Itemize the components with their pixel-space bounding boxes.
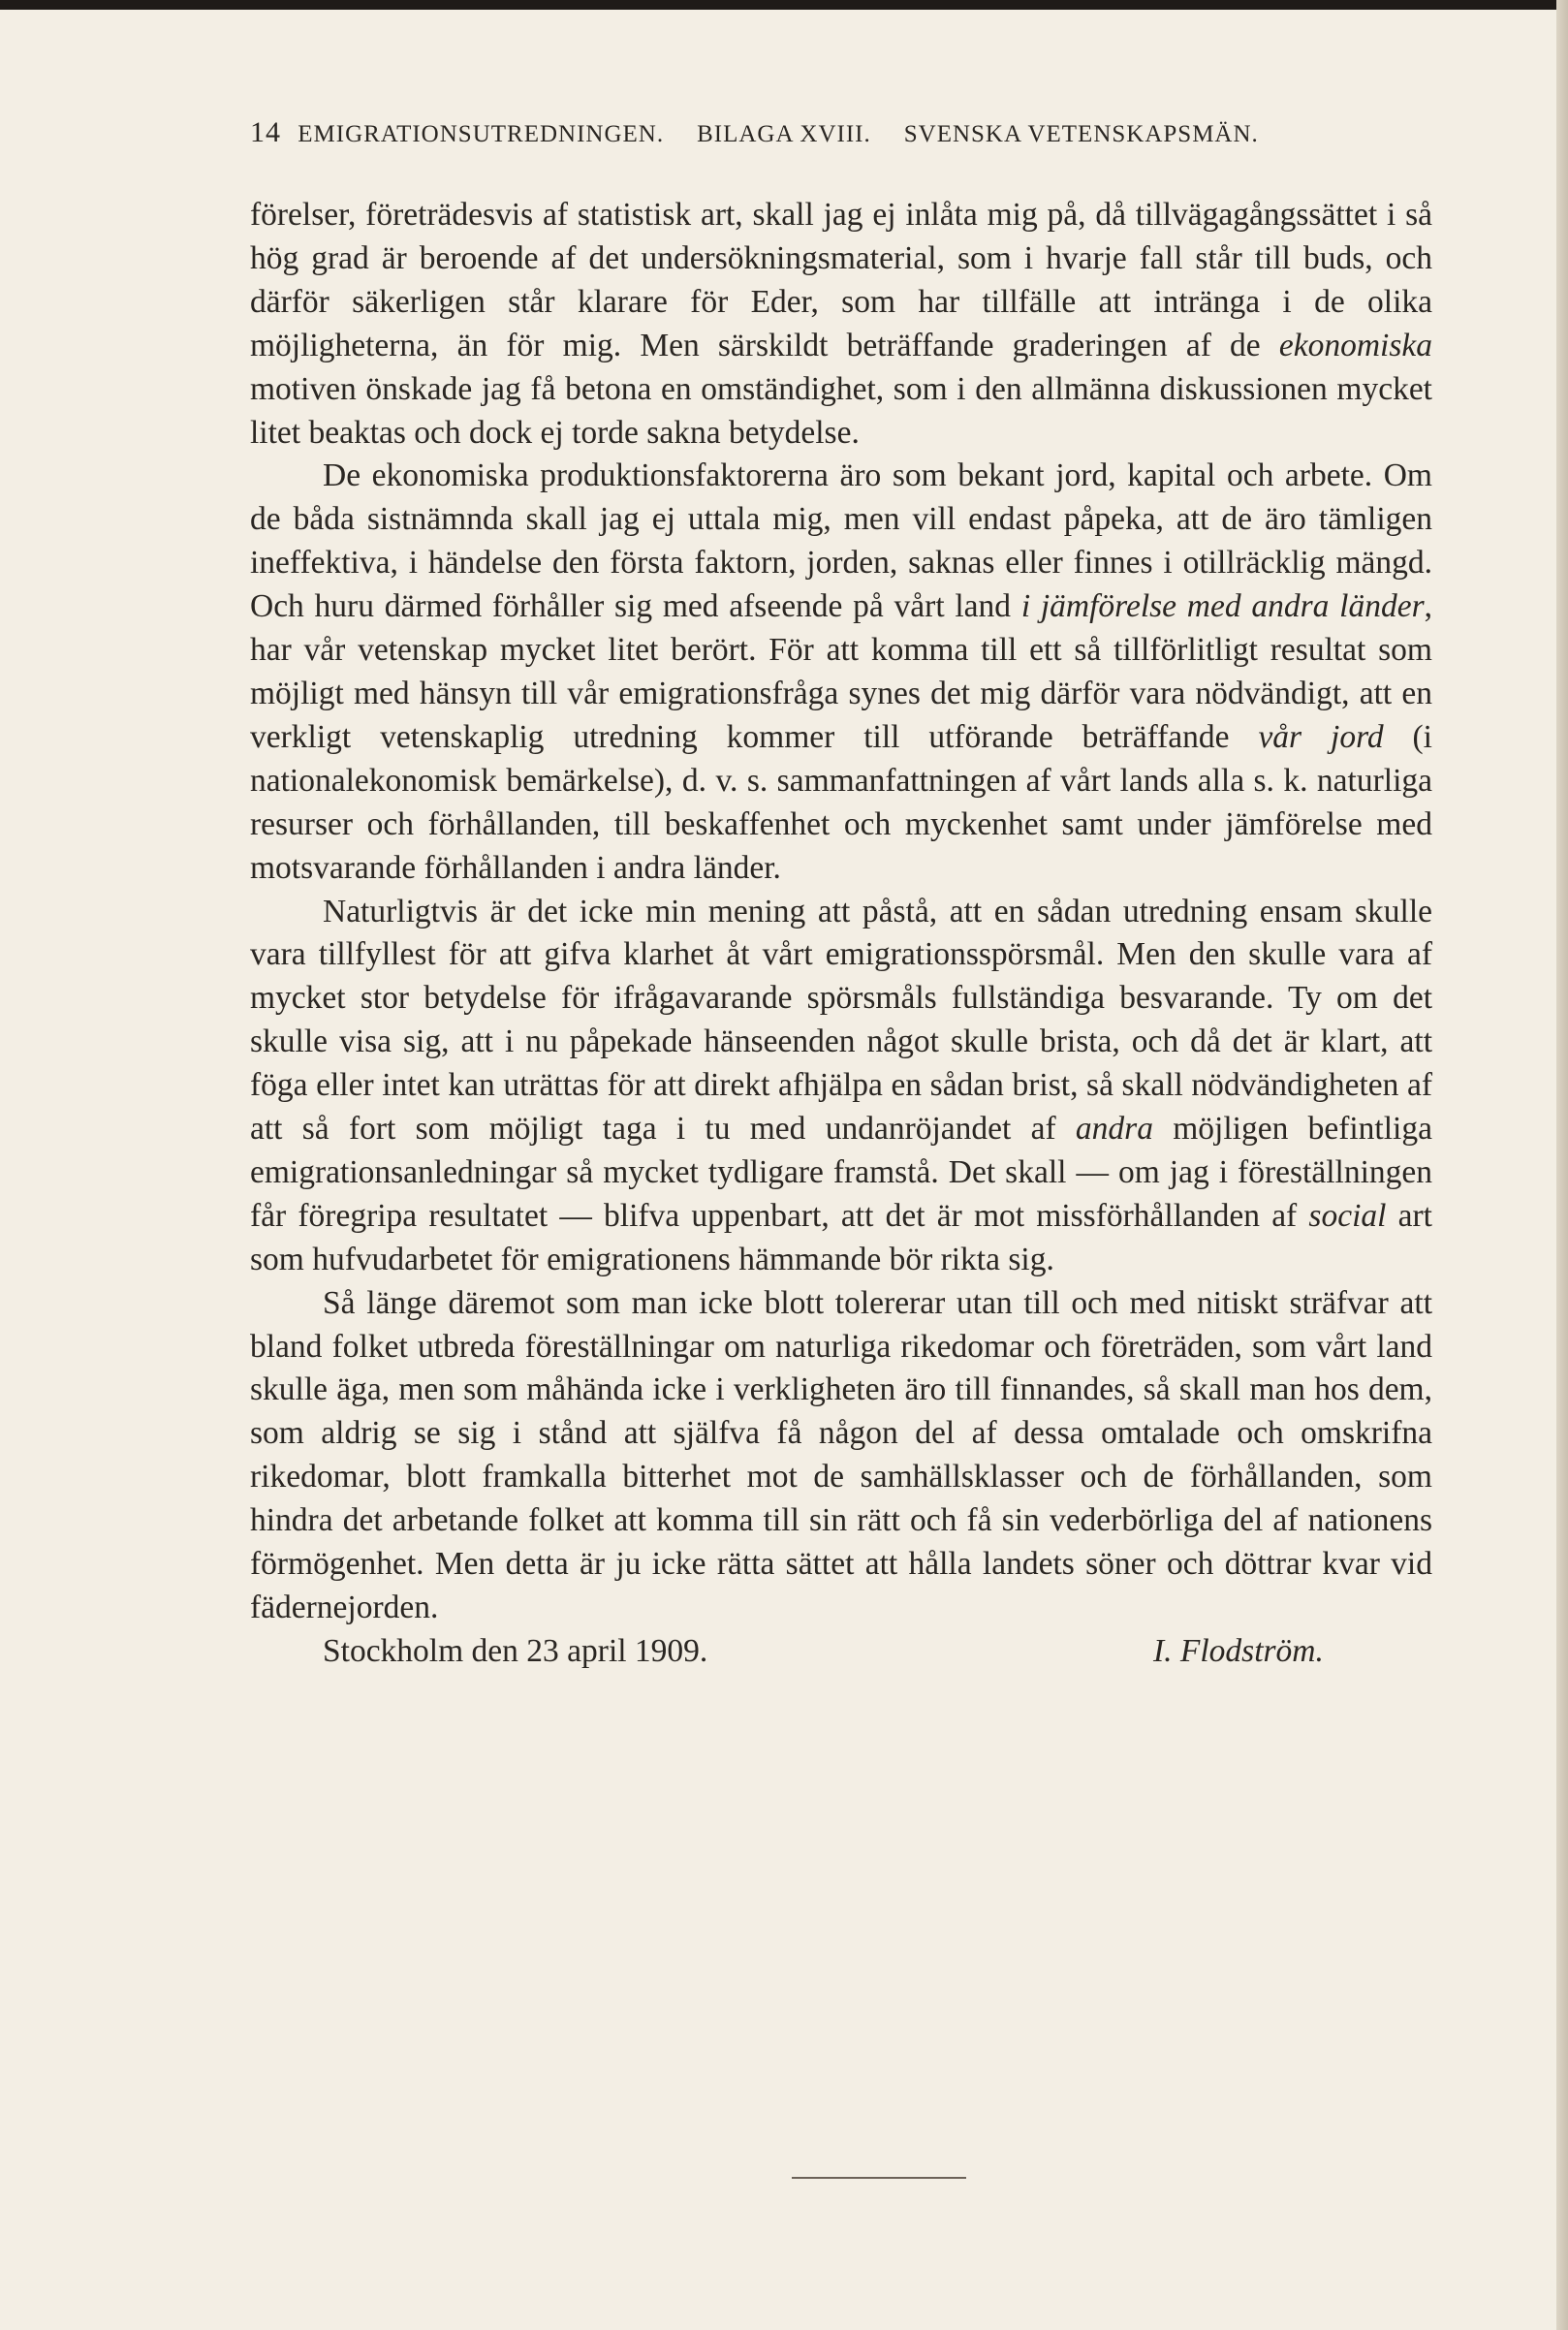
header-title: EMIGRATIONSUTREDNINGEN. xyxy=(298,121,665,147)
paragraph-2-text-e: (i nationalekonomisk bemärkelse), d. v. s. sammanfattningen af vårt lands alla s. k. naturliga resurser och förhållanden, till beskaffenhet och myckenhet samt under jämförelse med motsvarande förhållanden i andra länder. xyxy=(250,718,1432,886)
end-rule xyxy=(792,2177,966,2179)
paragraph-1 xyxy=(250,194,1432,455)
scan-top-edge xyxy=(0,0,1568,10)
header-appendix: BILAGA XVIII. xyxy=(697,121,871,147)
running-header xyxy=(250,116,1452,149)
paragraph-3-text-a: Naturligtvis är det icke min mening att påstå, att en sådan utredning ensam skulle vara tillfyllest för att gifva klarhet åt vårt emigrationsspörsmål. Men den skulle vara af mycket stor betydelse för ifrågavarande spörsmåls fullständiga besvarande. Ty om det skulle visa sig, att i nu påpekade hänseenden något skulle brista, och då det är klart, att föga eller intet kan uträttas för att direkt afhjälpa en sådan brist, så skall nödvändigheten af att så fort som möjligt taga i tu med undanröjandet af xyxy=(250,893,1432,1148)
paragraph-3-emphasis-1: andra xyxy=(1075,1111,1153,1148)
paragraph-1-emphasis: ekonomiska xyxy=(1278,327,1432,363)
body-text xyxy=(250,194,1432,1674)
signature-name: I. Flodström. xyxy=(1153,1632,1324,1669)
page-number: 14 xyxy=(250,116,281,148)
paragraph-2-emphasis-1: i jämförelse med andra länder xyxy=(1020,588,1425,625)
paragraph-1-text-c: motiven önskade jag få betona en omständighet, som i den allmänna diskussionen mycket litet beaktas och dock ej torde sakna betydelse. xyxy=(250,370,1432,451)
paragraph-1-text-a: förelser, företrädesvis af statistisk art, skall jag ej inlåta mig på, då tillvägagångssättet i så hög grad är beroende af det undersökningsmaterial, som i hvarje fall står till buds, och därför säkerligen står klarare för Eder, som har tillfälle att intränga i de olika möjligheterna, än för mig. Men särskildt beträffande graderingen af de xyxy=(250,197,1432,363)
paragraph-4: Så länge däremot som man icke blott tolererar utan till och med nitiskt sträfvar att bland folket utbreda föreställningar om naturliga rikedomar och företräden, som vårt land skulle äga, men som måhända icke i verkligheten äro till finnandes, så skall man hos dem, som aldrig se sig i stånd att själfva få någon del af dessa omtalade och omskrifna rikedomar, blott framkalla bitterhet mot de samhällsklasser och de förhållanden, som hindra det arbetande folket att komma till sin rätt och få sin vederbörliga del af nationens förmögenhet. Men detta är ju icke rätta sättet att hålla landets söner och döttrar kvar vid fädernejorden. xyxy=(250,1284,1432,1625)
scan-right-edge xyxy=(1556,0,1568,2330)
paragraph-3 xyxy=(250,891,1432,1282)
paragraph-2 xyxy=(250,455,1432,890)
paragraph-3-emphasis-2: social xyxy=(1308,1197,1387,1234)
paragraph-2-text-a: De ekonomiska produktionsfaktorerna äro som bekant jord, kapital och arbete. Om de båda sistnämnda skall jag ej uttala mig, men vill endast påpeka, att de äro tämligen ineffektiva, i händelse den första faktorn, jorden, saknas eller finnes i otillräcklig mängd. Och huru därmed förhåller sig med afseende på vårt land xyxy=(250,457,1432,625)
paragraph-2-text-c: , har vår vetenskap mycket litet berört. För att komma till ett så tillförlitligt resultat som möjligt med hänsyn till vår emigrationsfråga synes det mig därför vara nödvändigt, att en verkligt vetenskaplig utredning kommer till utförande beträffande xyxy=(250,588,1432,755)
signature-line xyxy=(250,1630,1432,1674)
paragraph-3-text-e: art som hufvudarbetet för emigrationens hämmande bör rikta sig. xyxy=(250,1197,1432,1277)
header-section: SVENSKA VETENSKAPSMÄN. xyxy=(903,121,1259,147)
signature-place-date: Stockholm den 23 april 1909. xyxy=(323,1632,708,1669)
paragraph-3-text-c: möjligen befintliga emigrationsanledningar så mycket tydligare framstå. Det skall — om jag i föreställningen får föregripa resultatet — blifva uppenbart, att det är mot missförhållanden af xyxy=(250,1111,1432,1234)
paragraph-2-emphasis-2: vår jord xyxy=(1258,718,1384,755)
